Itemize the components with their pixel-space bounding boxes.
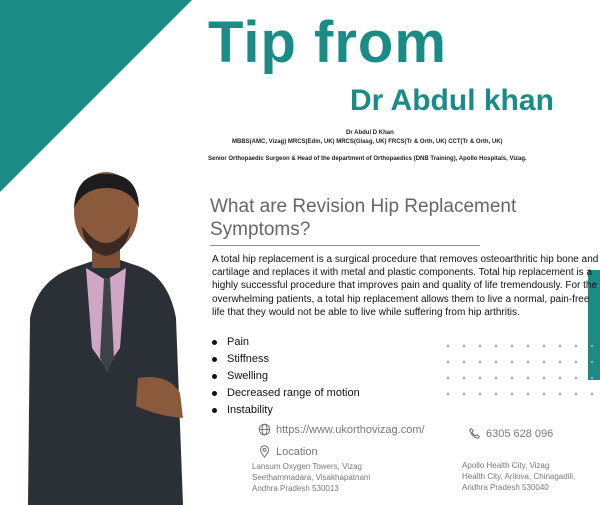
- poster-title: Tip from: [208, 10, 447, 75]
- symptom-label: Stiffness: [227, 353, 269, 365]
- website-row[interactable]: [258, 423, 425, 436]
- symptom-label: Swelling: [227, 370, 268, 382]
- bullet-icon: [212, 374, 217, 379]
- intro-paragraph: A total hip replacement is a surgical procedure that removes osteoarthritic hip bone and cartilage and replaces it with metal and plastic components. Total hip replacement is a highly successful procedure that improves pain and quality of life tremendously. For the overwhelming patients, a total hip replacement allows them to live a normal, pain-free life that they would not be able to live while suffering from hip arthritis.: [212, 254, 599, 318]
- heading-divider: [210, 245, 480, 246]
- phone-number[interactable]: 6305 628 096: [486, 427, 554, 440]
- doctor-role: Senior Orthopaedic Surgeon & Head of the department of Orthopaedics (DNB Training), Apollo Hospitals, Vizag.: [208, 156, 527, 162]
- bullet-icon: [212, 357, 217, 362]
- bullet-icon: [212, 408, 217, 413]
- dot-grid-decoration: [440, 338, 600, 408]
- list-item: [212, 334, 360, 351]
- section-heading: What are Revision Hip Replacement Symptoms?: [210, 196, 517, 240]
- poster-subtitle: Dr Abdul khan: [350, 84, 554, 117]
- doctor-photo: [18, 168, 193, 505]
- symptom-label: Instability: [227, 404, 273, 416]
- map-pin-icon: [258, 445, 271, 458]
- address-line: Lansum Oxygen Towers, Vizag: [252, 462, 362, 471]
- list-item: [212, 385, 360, 402]
- address-block-1: [252, 461, 371, 494]
- globe-icon: [258, 423, 271, 436]
- symptom-label: Decreased range of motion: [227, 387, 360, 399]
- bullet-icon: [212, 340, 217, 345]
- address-line: Apollo Health City, Vizag: [462, 461, 550, 470]
- corner-triangle-decoration: [0, 0, 192, 192]
- address-line: Andhra Pradesh 530040: [462, 483, 549, 492]
- symptom-label: Pain: [227, 336, 250, 348]
- doctor-name: Dr Abdul D Khan: [346, 130, 394, 136]
- list-item: [212, 351, 360, 368]
- doctor-qualifications: MBBS(AMC, Vizag) MRCS(Edin, UK) MRCS(Glasg, UK) FRCS(Tr & Orth, UK) CCT(Tr & Orth, UK): [232, 139, 503, 145]
- list-item: [212, 368, 360, 385]
- address-line: Andhra Pradesh 530013: [252, 484, 339, 493]
- location-label: Location: [276, 445, 318, 458]
- bullet-icon: [212, 391, 217, 396]
- address-block-2: [462, 460, 575, 493]
- address-line: Health City, Arilova, Chinagadili,: [462, 472, 576, 481]
- phone-icon: [468, 427, 481, 440]
- phone-row[interactable]: [468, 427, 553, 440]
- location-row: [258, 445, 318, 458]
- address-line: Seethammadara, Visakhapatnam: [252, 473, 371, 482]
- list-item: [212, 402, 360, 419]
- website-link[interactable]: https://www.ukorthovizag.com/: [276, 423, 425, 436]
- symptom-list: [212, 334, 360, 419]
